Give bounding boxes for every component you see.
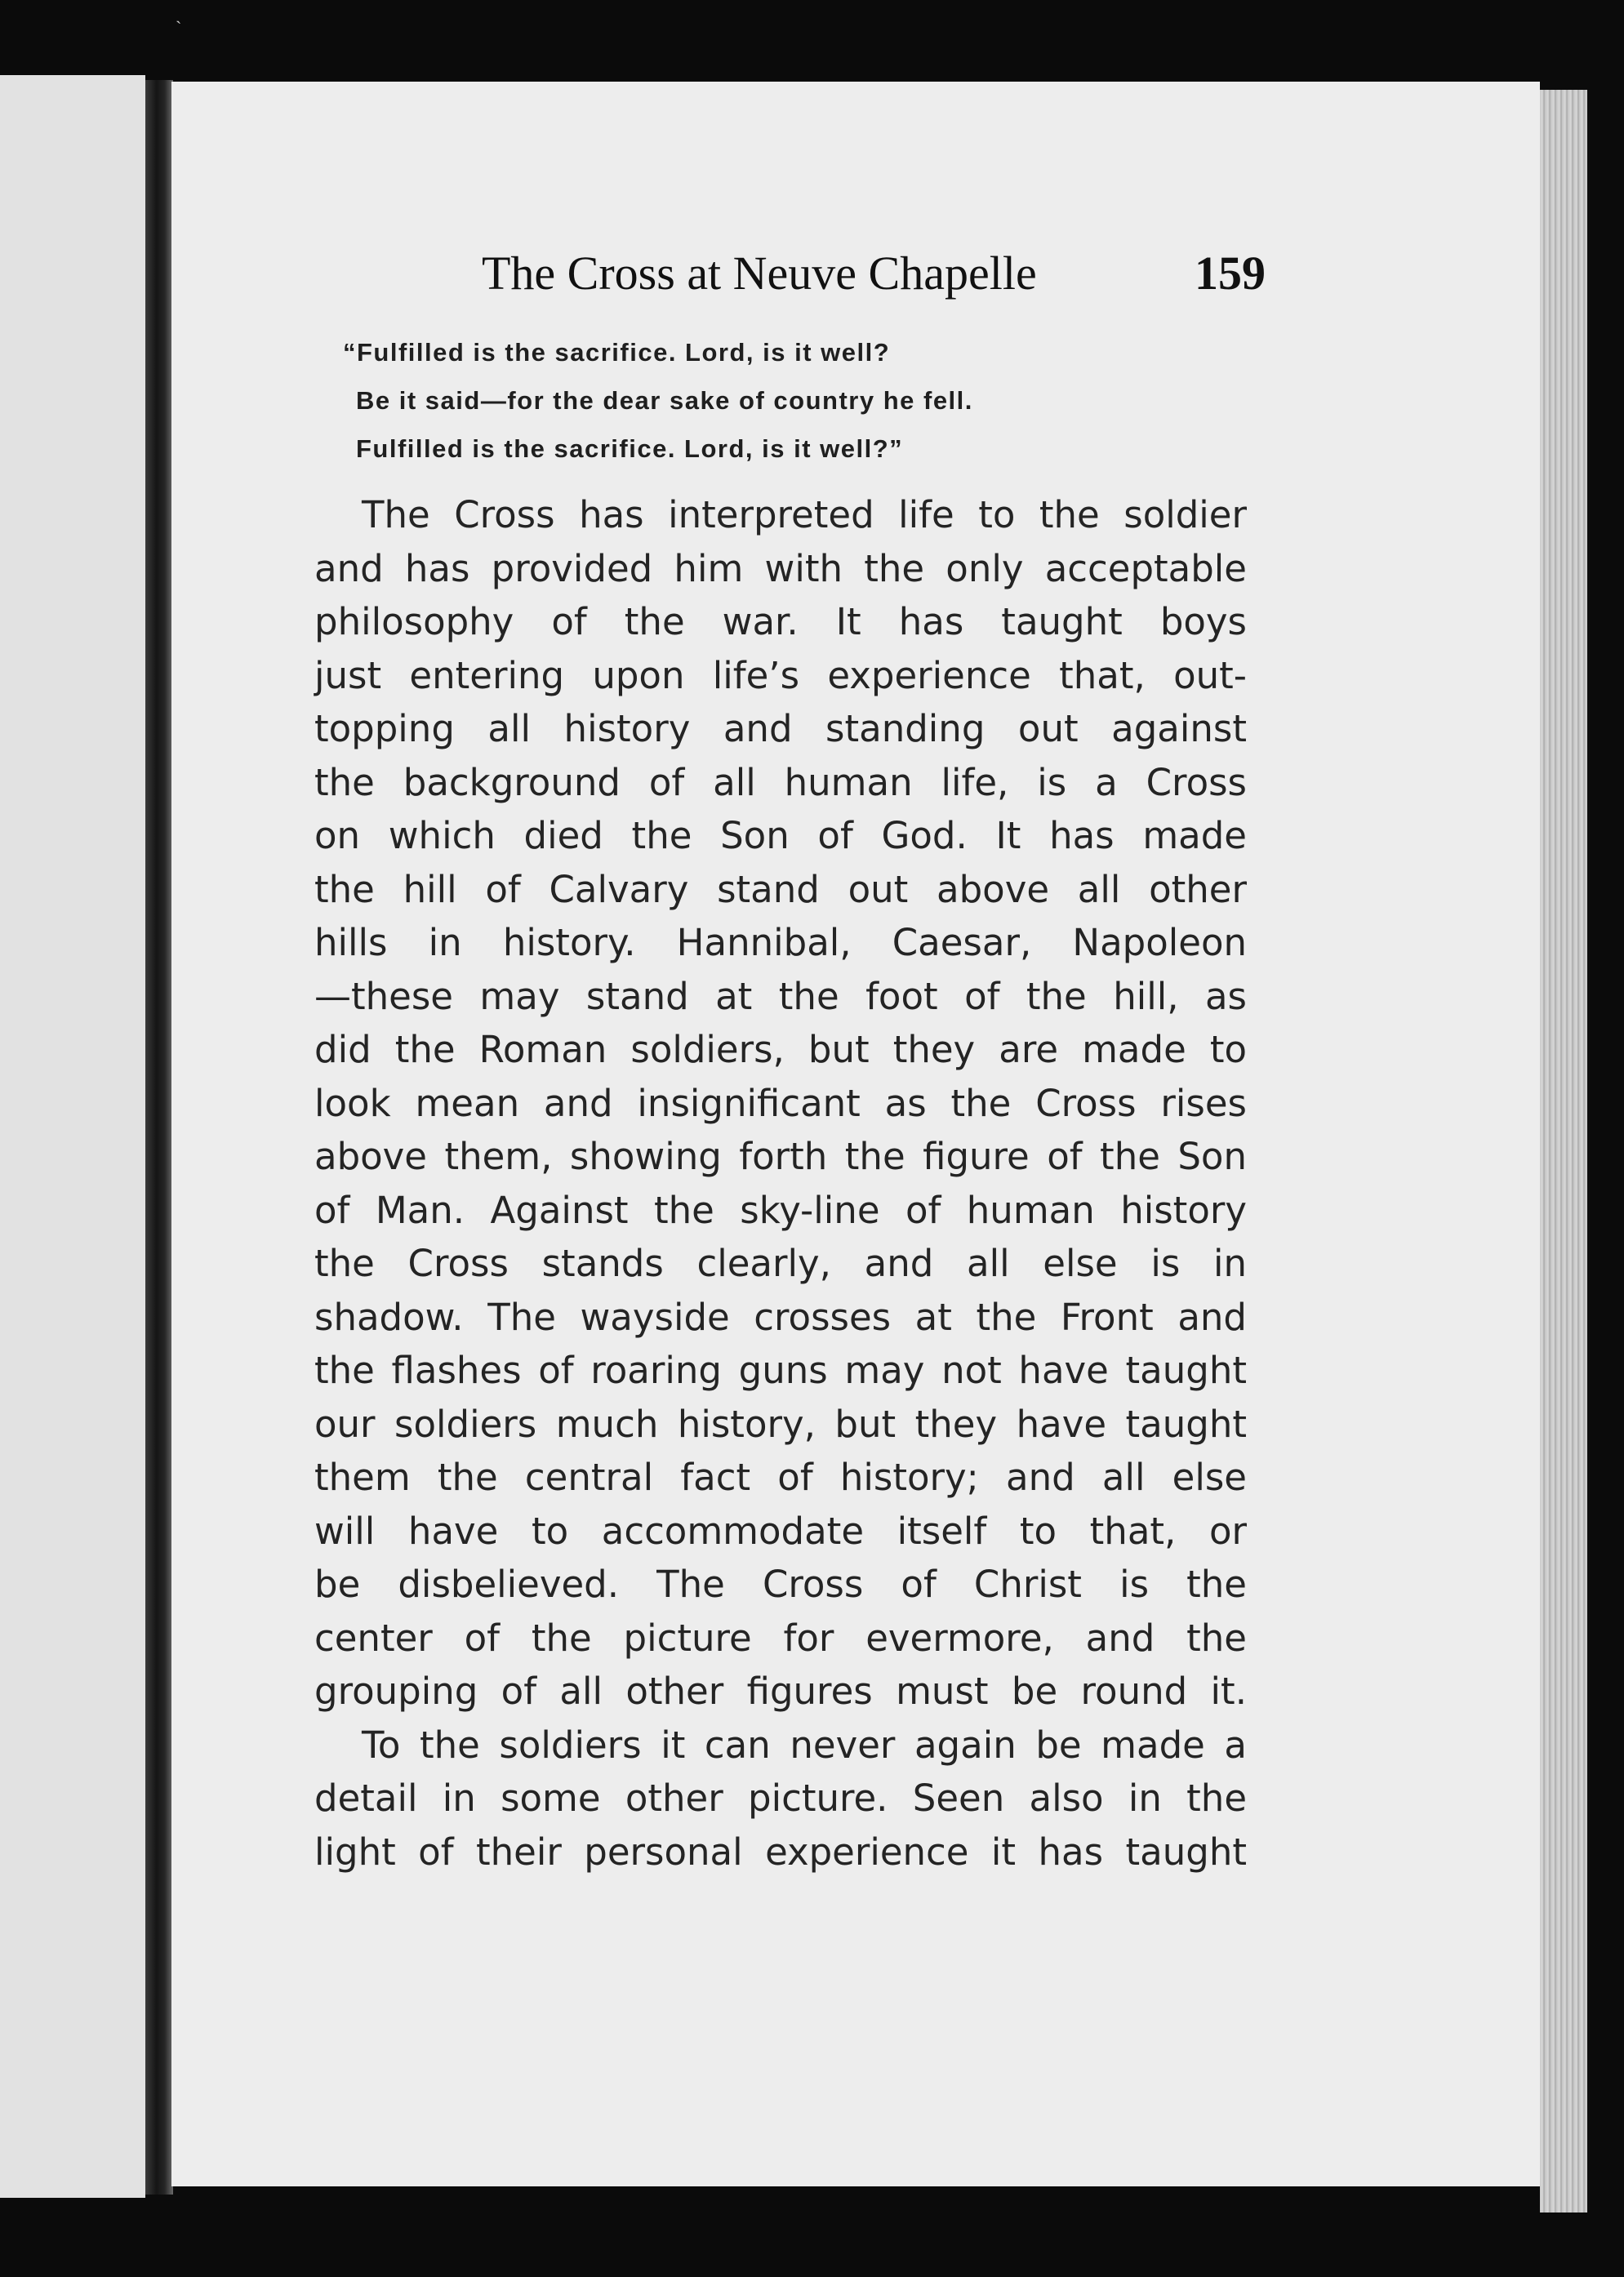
verse-line: “Fulfilled is the sacrifice. Lord, is it well? <box>343 338 891 367</box>
paragraph <box>314 1719 1247 1879</box>
text-line: be disbelieved. The Cross of Christ is the <box>314 1563 1247 1606</box>
text-line: the background of all human life, is a Cross <box>314 760 1247 804</box>
text-line: on which died the Son of God. It has made <box>314 814 1247 857</box>
text-line: the Cross stands clearly, and all else is in <box>314 1242 1247 1285</box>
text-line: hills in history. Hannibal, Caesar, Napoleon <box>314 921 1247 964</box>
text-line: detail in some other picture. Seen also in the <box>314 1777 1247 1820</box>
running-title: The Cross at Neuve Chapelle <box>482 247 1037 300</box>
text-line: light of their personal experience it has taught <box>314 1830 1247 1874</box>
page-number: 159 <box>1195 247 1266 300</box>
text-line: The Cross has interpreted life to the soldier <box>362 493 1247 536</box>
text-line: and has provided him with the only acceptable <box>314 546 1247 590</box>
verse-quote <box>343 328 1159 473</box>
page-header <box>482 245 1266 310</box>
book-gutter <box>145 80 173 2195</box>
body-text <box>314 488 1247 1879</box>
text-line: the hill of Calvary stand out above all other <box>314 867 1247 911</box>
text-line: will have to accommodate itself to that, or <box>314 1509 1247 1553</box>
text-line: shadow. The wayside crosses at the Front and <box>314 1295 1247 1339</box>
text-line: topping all history and standing out against <box>314 707 1247 750</box>
page-edges <box>1540 90 1587 2213</box>
text-line: grouping of all other figures must be round it. <box>314 1670 1247 1713</box>
text-line: above them, showing forth the figure of the Son <box>314 1135 1247 1178</box>
paragraph <box>314 488 1247 1719</box>
facing-page <box>0 75 145 2198</box>
verse-line: Be it said—for the dear sake of country he fell. <box>356 386 973 415</box>
scan-mark: ˏ <box>176 3 182 24</box>
text-line: To the soldiers it can never again be made a <box>362 1723 1247 1767</box>
text-line: of Man. Against the sky-line of human history <box>314 1188 1247 1232</box>
verse-line: Fulfilled is the sacrifice. Lord, is it well?” <box>356 434 904 463</box>
text-line: —these may stand at the foot of the hill, as <box>314 974 1247 1018</box>
text-line: our soldiers much history, but they have taught <box>314 1402 1247 1446</box>
text-line: philosophy of the war. It has taught boys <box>314 600 1247 643</box>
text-line: look mean and insignificant as the Cross rises <box>314 1081 1247 1125</box>
text-line: just entering upon life’s experience that, out- <box>314 653 1247 697</box>
text-line: did the Roman soldiers, but they are made to <box>314 1028 1247 1071</box>
text-line: them the central fact of history; and all else <box>314 1456 1247 1499</box>
text-line: the flashes of roaring guns may not have taught <box>314 1349 1247 1392</box>
text-line: center of the picture for evermore, and the <box>314 1616 1247 1660</box>
